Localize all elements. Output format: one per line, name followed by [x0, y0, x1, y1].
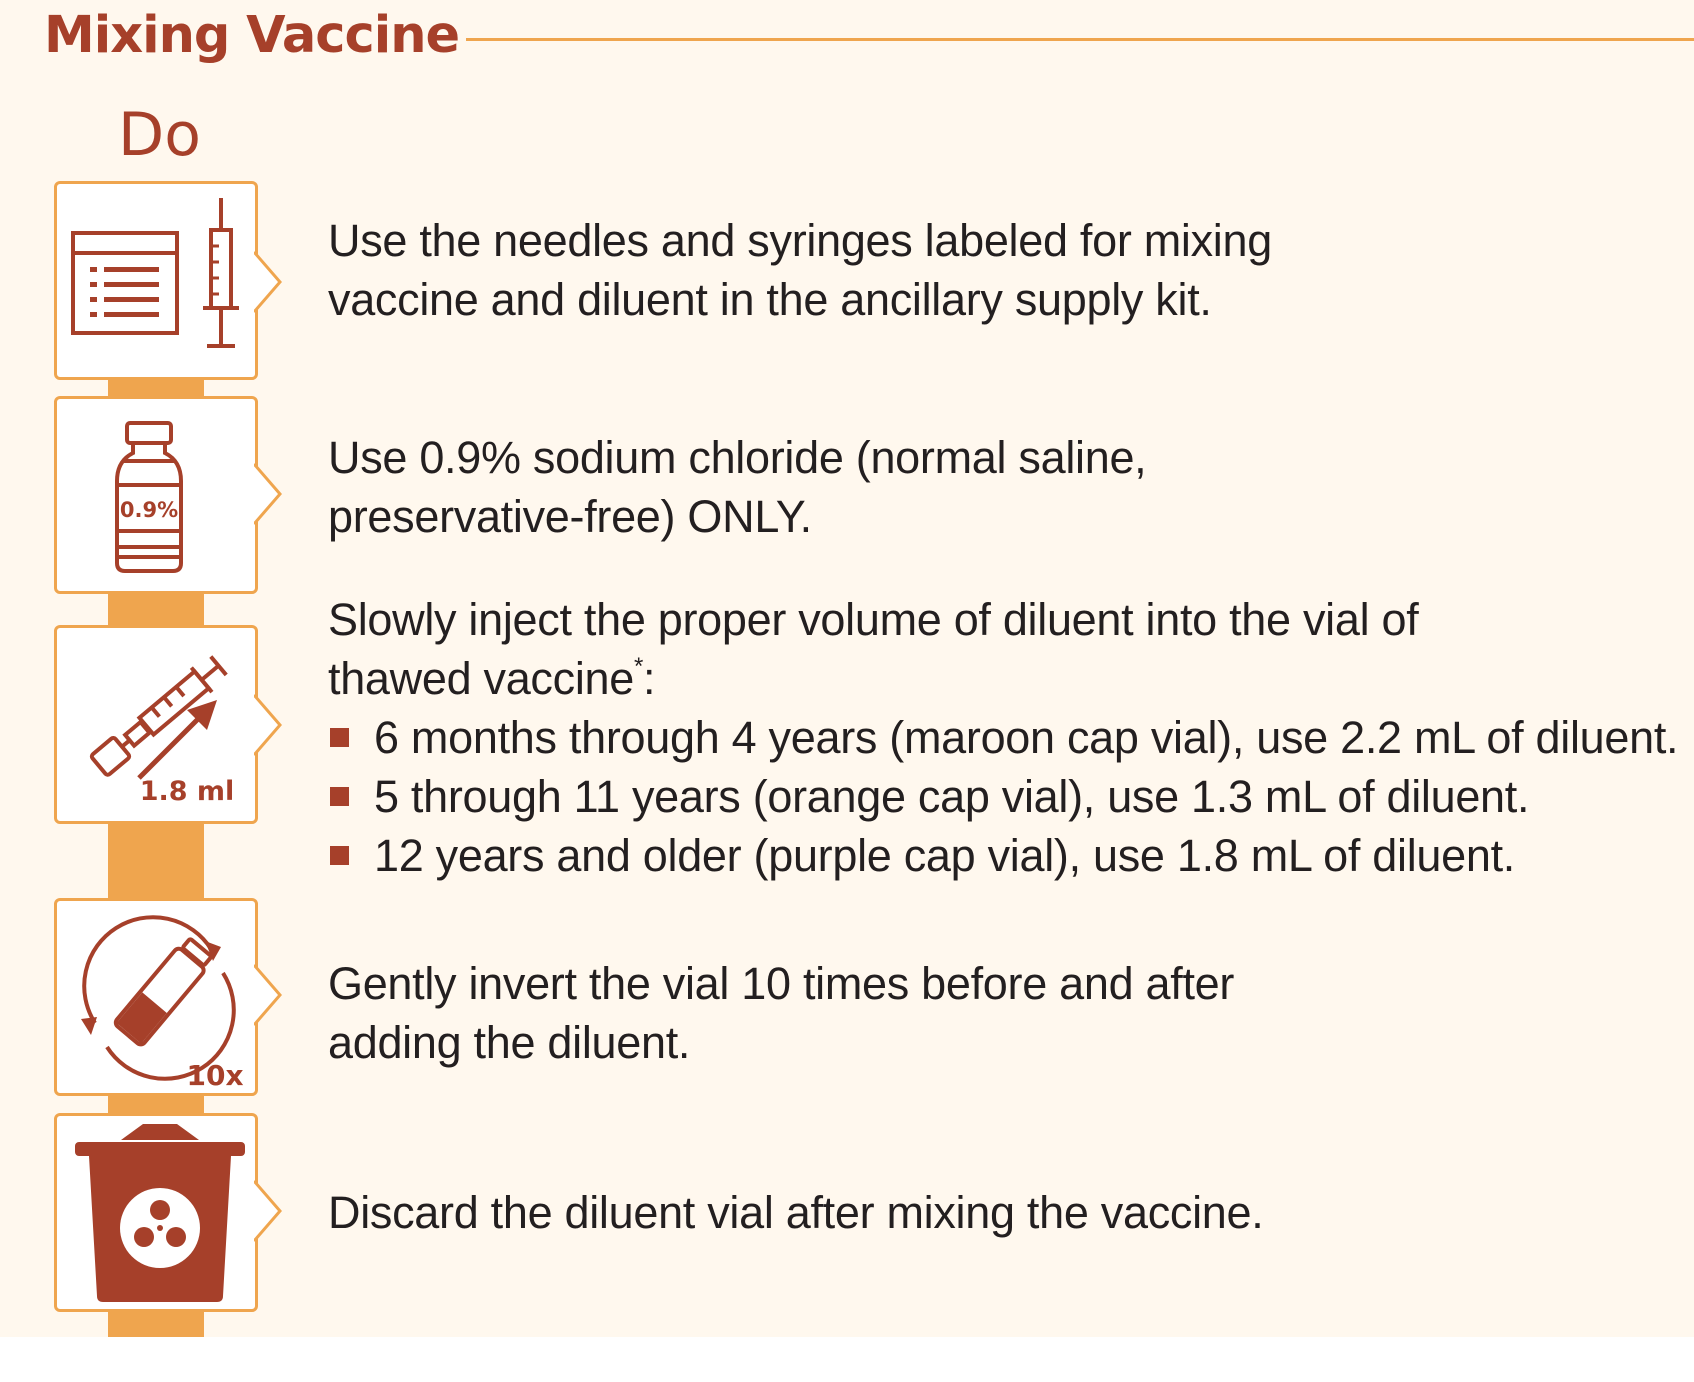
step-2-line-2: preservative-free) ONLY. [328, 491, 812, 542]
diluent-volume-list [328, 708, 1678, 885]
bullet-square-icon [330, 728, 349, 747]
step-4-icon-box [54, 898, 258, 1096]
step-1-icon-box [54, 181, 258, 380]
step-3-line-2: thawed vaccine*: [328, 653, 656, 704]
list-item: 12 years and older (purple cap vial), use 1.8 mL of diluent. [328, 826, 1678, 885]
section-title: Mixing Vaccine [44, 6, 460, 65]
saline-vial-icon [57, 399, 261, 597]
step-3-pointer [254, 693, 284, 757]
step-1-pointer [254, 250, 284, 314]
step-1-line-2: vaccine and diluent in the ancillary supply kit. [328, 274, 1212, 325]
invert-count-label: 10x [186, 1059, 244, 1092]
bullet-square-icon [330, 846, 349, 865]
bullet-square-icon [330, 787, 349, 806]
step-5-text [328, 1183, 1263, 1242]
title-divider [466, 38, 1694, 41]
step-5-line-1: Discard the diluent vial after mixing the vaccine. [328, 1187, 1264, 1238]
footnote-asterisk: * [634, 653, 644, 680]
step-5-icon-box [54, 1113, 258, 1312]
saline-vial-label: 0.9% [119, 498, 179, 522]
step-4-text [328, 954, 1234, 1072]
step-5-pointer [254, 1179, 284, 1243]
step-4-line-2: adding the diluent. [328, 1017, 691, 1068]
inject-diluent-icon [57, 628, 261, 827]
step-4-pointer [254, 963, 284, 1027]
step-1-line-1: Use the needles and syringes labeled for mixing [328, 215, 1272, 266]
step-2-line-1: Use 0.9% sodium chloride (normal saline, [328, 432, 1147, 483]
list-item: 6 months through 4 years (maroon cap vial), use 2.2 mL of diluent. [328, 708, 1678, 767]
step-3-text [328, 590, 1678, 885]
step-3-icon-box [54, 625, 258, 824]
inject-volume-label: 1.8 ml [139, 776, 235, 807]
step-1-text [328, 211, 1272, 329]
step-4-line-1: Gently invert the vial 10 times before and after [328, 958, 1235, 1009]
step-2-text [328, 428, 1146, 546]
syringe-kit-icon [57, 184, 261, 383]
do-heading: Do [118, 100, 201, 170]
step-3-line-1: Slowly inject the proper volume of diluent into the vial of [328, 594, 1419, 645]
biohazard-bin-icon [57, 1116, 261, 1315]
invert-vial-icon [57, 901, 261, 1099]
step-2-pointer [254, 462, 284, 526]
list-item: 5 through 11 years (orange cap vial), use 1.3 mL of diluent. [328, 767, 1678, 826]
step-2-icon-box [54, 396, 258, 594]
